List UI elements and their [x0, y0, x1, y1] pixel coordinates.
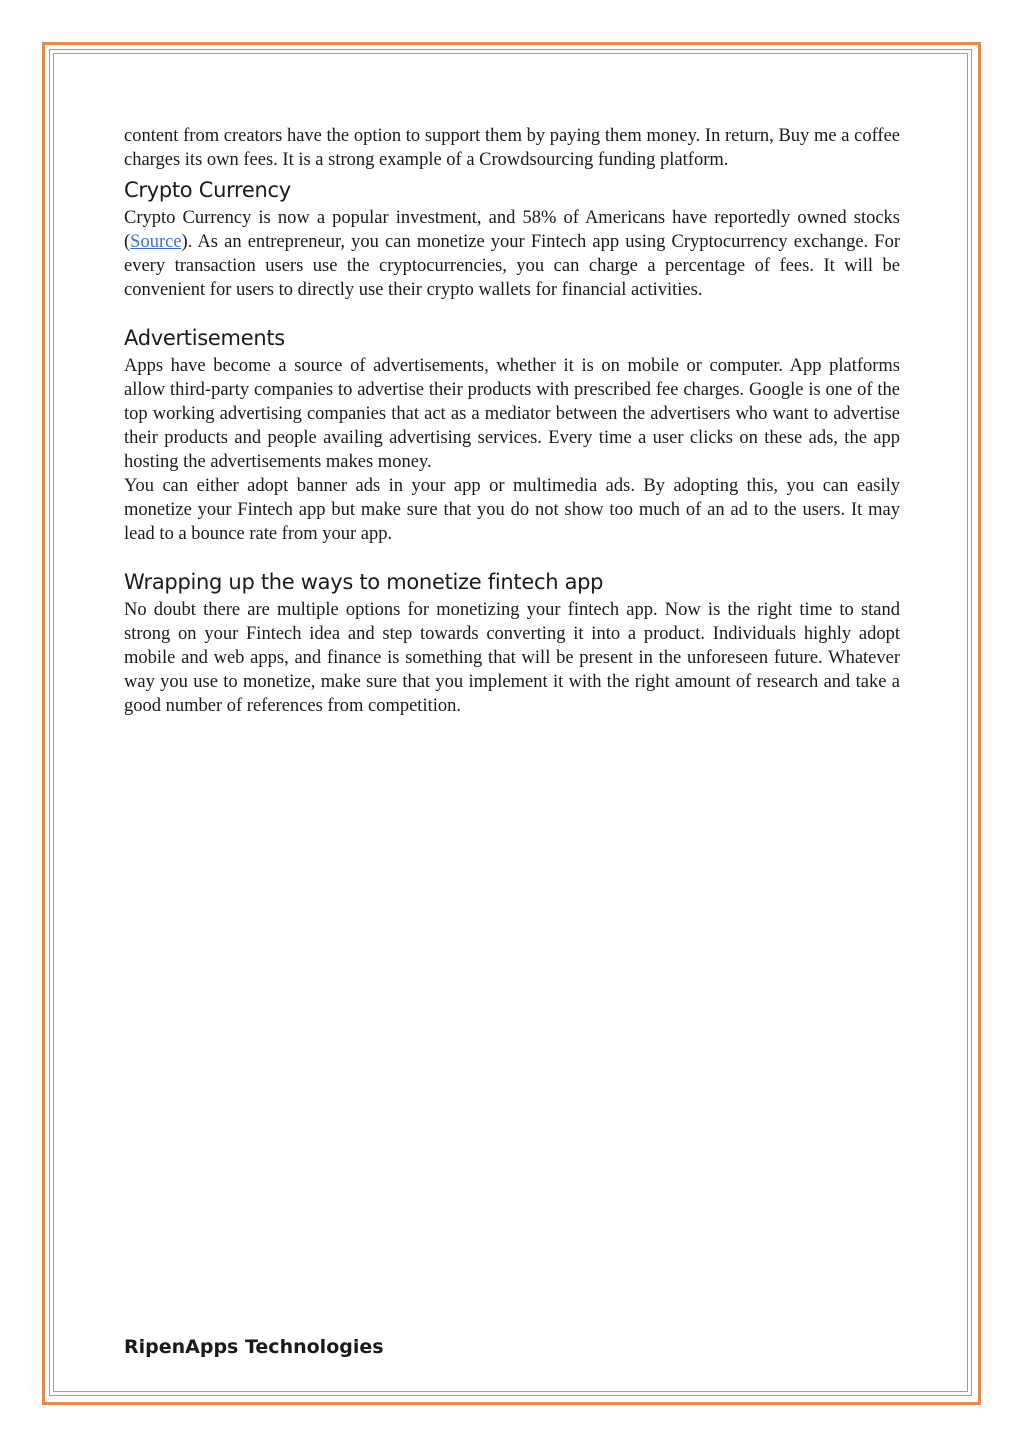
- ads-paragraph-1: Apps have become a source of advertisements, whether it is on mobile or computer. App platforms allow third-party companies to advertise their products with prescribed fee charges. Google is one of the top working advertising companies that act as a mediator between the advertisers who want to advertise their products and people availing advertising services. Every time a user clicks on these ads, the app hosting the advertisements makes money.: [124, 356, 900, 472]
- crypto-text-before: Crypto Currency is now a popular investment, and 58% of Americans have reportedly owned stocks (: [124, 208, 900, 252]
- footer-company: RipenApps Technologies: [124, 1336, 384, 1358]
- source-link[interactable]: Source: [130, 232, 182, 252]
- crypto-paragraph: [124, 206, 900, 302]
- wrap-heading: Wrapping up the ways to monetize fintech app: [124, 570, 604, 594]
- page-content: [124, 124, 900, 718]
- crypto-text-after: ). As an entrepreneur, you can monetize your Fintech app using Cryptocurrency exchange. For every transaction users use the cryptocurrencies, you can charge a percentage of fees. It will be convenient for users to directly use their crypto wallets for financial activities.: [124, 232, 900, 300]
- crypto-heading: Crypto Currency: [124, 178, 291, 202]
- wrap-paragraph: No doubt there are multiple options for monetizing your fintech app. Now is the right time to stand strong on your Fintech idea and step towards converting it into a product. Individuals highly adopt mobile and web apps, and finance is something that will be present in the unforeseen future. Whatever way you use to monetize, make sure that you implement it with the right amount of research and take a good number of references from competition.: [124, 600, 900, 716]
- ads-heading: Advertisements: [124, 326, 285, 350]
- ads-paragraph-2: You can either adopt banner ads in your app or multimedia ads. By adopting this, you can easily monetize your Fintech app but make sure that you do not show too much of an ad to the users. It may lead to a bounce rate from your app.: [124, 476, 900, 544]
- intro-paragraph: content from creators have the option to support them by paying them money. In return, Buy me a coffee charges its own fees. It is a strong example of a Crowdsourcing funding platform.: [124, 126, 900, 170]
